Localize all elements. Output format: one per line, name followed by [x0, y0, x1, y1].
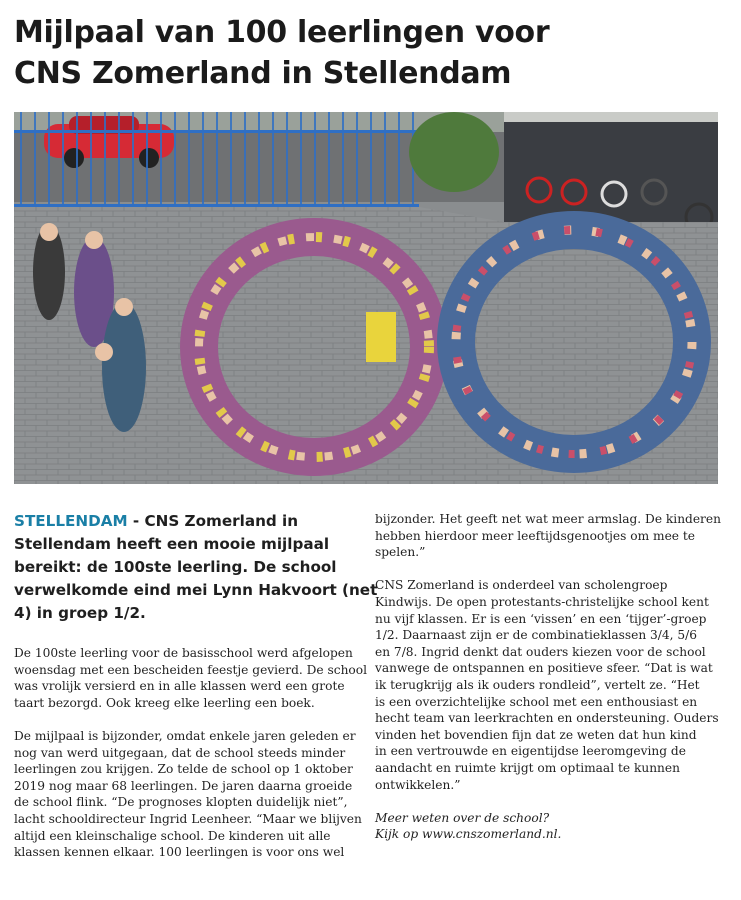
lead-line-5: 4) in groep 1/2.: [14, 604, 146, 622]
group-photo: [14, 112, 718, 484]
body-line: bijzonder. Het geeft net wat meer armslag. De kinderen: [375, 512, 721, 526]
body-line: altijd een kleinschalige school. De kinderen uit alle: [14, 828, 331, 843]
group-photo-illustration: [14, 112, 718, 484]
body-paragraph-1: [14, 645, 368, 711]
body-line: nog van werd uitgegaan, dat de school steeds minder: [14, 745, 346, 760]
lead-text-1: - CNS Zomerland in: [127, 512, 299, 530]
closing-line-1: Meer weten over de school?: [375, 810, 550, 825]
body-paragraph-4: [375, 577, 720, 793]
article-lead: [14, 510, 378, 625]
body-line: spelen.”: [375, 545, 426, 560]
body-line: woensdag met een bescheiden feestje gevierd. De school: [14, 662, 368, 677]
body-line: is een overzichtelijke school met een enthousiast en: [375, 694, 698, 709]
body-line: taart bezorgd. Ook kreeg elke leerling een boek.: [14, 695, 315, 710]
body-line: De mijlpaal is bijzonder, omdat enkele jaren geleden er: [14, 728, 356, 743]
lead-line-1: [14, 510, 360, 533]
bike-shed: [504, 112, 718, 230]
body-paragraph-3: [375, 511, 720, 561]
body-line: vanwege de ontspannen en positieve sfeer. “Dat is wat: [375, 661, 713, 676]
body-line: de school flink. “De prognoses klopten duidelijk niet”,: [14, 795, 348, 810]
body-line: ontwikkelen.”: [375, 777, 461, 792]
body-line: 2019 nog maar 68 leerlingen. De jaren daarna groeide: [14, 778, 353, 793]
body-line: was vrolijk versierd en in alle klassen werd een grote: [14, 679, 345, 694]
body-line: De 100ste leerling voor de basisschool werd afgelopen: [14, 646, 353, 660]
lead-line-4: verwelkomde eind mei Lynn Hakvoort (net: [14, 581, 378, 599]
article-left-column: [14, 510, 378, 877]
body-line: in een vertrouwde en eigentijdse leeromgeving de: [375, 744, 686, 759]
body-line: en 7/8. Ingrid denkt dat ouders kiezen voor de school: [375, 644, 706, 659]
body-line: 1/2. Daarnaast zijn er de combinatieklassen 3/4, 5/6: [375, 628, 698, 643]
body-line: aandacht en ruimte krijgt om optimaal te kunnen: [375, 760, 680, 775]
body-line: hebben hierdoor meer leeftijdsgenootjes om mee te: [375, 528, 695, 543]
body-line: vinden het bovendien fijn dat ze weten dat hun kind: [375, 727, 697, 742]
dateline: STELLENDAM: [14, 512, 128, 530]
body-line: klassen kennen elkaar. 100 leerlingen is voor ons wel: [14, 845, 345, 860]
body-line: hecht team van leerkrachten en ondersteuning. Ouders: [375, 711, 719, 726]
headline-line-1: Mijlpaal van 100 leerlingen voor: [14, 15, 550, 50]
body-line: leerlingen zou krijgen. Zo telde de school op 1 oktober: [14, 762, 353, 777]
body-line: ik terugkrijg als ik ouders rondleid”, vertelt ze. “Het: [375, 677, 700, 692]
headline-line-2: CNS Zomerland in Stellendam: [14, 56, 512, 91]
lead-line-3: bereikt: de 100ste leerling. De school: [14, 558, 337, 576]
body-line: nu vijf klassen. Er is een ‘vissen’ en een ‘tijger’-groep: [375, 611, 707, 626]
body-paragraph-2: [14, 728, 360, 861]
body-line: lacht schooldirecteur Ingrid Leenheer. “Maar we blijven: [14, 811, 362, 826]
article-right-column: [375, 511, 720, 843]
body-line: Kindwijs. De open protestants-christelijke school kent: [375, 594, 709, 609]
lead-line-2: Stellendam heeft een mooie mijlpaal: [14, 535, 330, 553]
closing-note: [375, 810, 720, 843]
body-line: CNS Zomerland is onderdeel van scholengroep: [375, 578, 668, 593]
closing-line-2: Kijk op www.cnszomerland.nl.: [375, 827, 562, 842]
headline: [14, 12, 729, 94]
